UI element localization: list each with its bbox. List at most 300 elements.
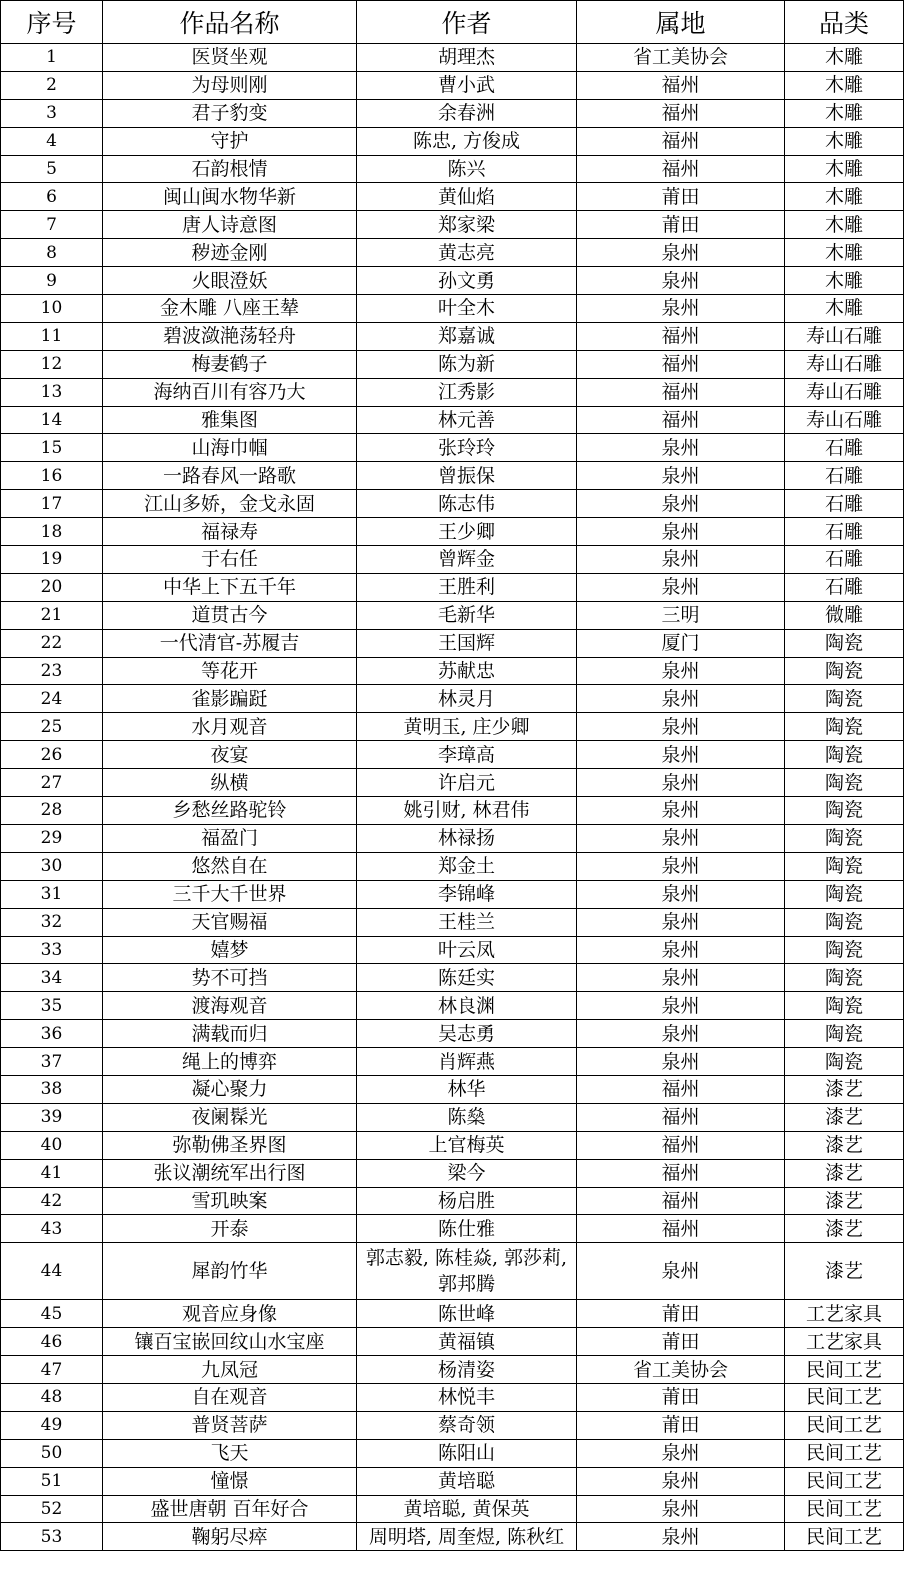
cell-serial-number: 53 bbox=[1, 1523, 103, 1551]
cell-author: 陈志伟 bbox=[357, 490, 577, 518]
cell-region: 泉州 bbox=[577, 824, 785, 852]
cell-region: 省工美协会 bbox=[577, 1356, 785, 1384]
cell-category: 陶瓷 bbox=[785, 964, 904, 992]
cell-work-title: 绳上的博弈 bbox=[103, 1048, 357, 1076]
cell-region: 泉州 bbox=[577, 546, 785, 574]
cell-author: 林元善 bbox=[357, 406, 577, 434]
table-row bbox=[1, 1020, 904, 1048]
cell-author: 林华 bbox=[357, 1075, 577, 1103]
header-work-title: 作品名称 bbox=[103, 1, 357, 44]
cell-author: 李璋高 bbox=[357, 741, 577, 769]
cell-region: 莆田 bbox=[577, 1383, 785, 1411]
table-row bbox=[1, 1356, 904, 1384]
cell-region: 泉州 bbox=[577, 295, 785, 323]
table-row bbox=[1, 546, 904, 574]
cell-category: 石雕 bbox=[785, 546, 904, 574]
table-row bbox=[1, 936, 904, 964]
cell-work-title: 镶百宝嵌回纹山水宝座 bbox=[103, 1328, 357, 1356]
cell-category: 漆艺 bbox=[785, 1075, 904, 1103]
cell-region: 莆田 bbox=[577, 183, 785, 211]
cell-author: 张玲玲 bbox=[357, 434, 577, 462]
cell-category: 陶瓷 bbox=[785, 908, 904, 936]
cell-region: 福州 bbox=[577, 1187, 785, 1215]
cell-author: 江秀影 bbox=[357, 378, 577, 406]
cell-category: 漆艺 bbox=[785, 1159, 904, 1187]
cell-work-title: 中华上下五千年 bbox=[103, 573, 357, 601]
table-row bbox=[1, 518, 904, 546]
cell-work-title: 碧波潋滟荡轻舟 bbox=[103, 322, 357, 350]
table-row bbox=[1, 880, 904, 908]
table-row bbox=[1, 490, 904, 518]
cell-category: 陶瓷 bbox=[785, 657, 904, 685]
table-row bbox=[1, 685, 904, 713]
table-row bbox=[1, 350, 904, 378]
cell-serial-number: 40 bbox=[1, 1131, 103, 1159]
cell-work-title: 山海巾帼 bbox=[103, 434, 357, 462]
cell-serial-number: 23 bbox=[1, 657, 103, 685]
cell-author: 王国辉 bbox=[357, 629, 577, 657]
cell-work-title: 凝心聚力 bbox=[103, 1075, 357, 1103]
cell-category: 民间工艺 bbox=[785, 1495, 904, 1523]
cell-category: 石雕 bbox=[785, 434, 904, 462]
cell-work-title: 夜宴 bbox=[103, 741, 357, 769]
cell-author: 林灵月 bbox=[357, 685, 577, 713]
cell-category: 寿山石雕 bbox=[785, 322, 904, 350]
header-row bbox=[1, 1, 904, 44]
cell-region: 莆田 bbox=[577, 1300, 785, 1328]
table-row bbox=[1, 1215, 904, 1243]
header-category: 品类 bbox=[785, 1, 904, 44]
cell-serial-number: 30 bbox=[1, 852, 103, 880]
cell-author: 吴志勇 bbox=[357, 1020, 577, 1048]
cell-category: 木雕 bbox=[785, 127, 904, 155]
cell-serial-number: 20 bbox=[1, 573, 103, 601]
cell-region: 泉州 bbox=[577, 936, 785, 964]
cell-author: 黄福镇 bbox=[357, 1328, 577, 1356]
cell-region: 泉州 bbox=[577, 852, 785, 880]
cell-category: 漆艺 bbox=[785, 1215, 904, 1243]
cell-region: 泉州 bbox=[577, 908, 785, 936]
cell-author: 杨启胜 bbox=[357, 1187, 577, 1215]
cell-work-title: 梅妻鹤子 bbox=[103, 350, 357, 378]
cell-serial-number: 52 bbox=[1, 1495, 103, 1523]
cell-work-title: 江山多娇，金戈永固 bbox=[103, 490, 357, 518]
cell-region: 泉州 bbox=[577, 434, 785, 462]
cell-author: 林禄扬 bbox=[357, 824, 577, 852]
cell-region: 泉州 bbox=[577, 1020, 785, 1048]
cell-serial-number: 45 bbox=[1, 1300, 103, 1328]
cell-work-title: 于右任 bbox=[103, 546, 357, 574]
cell-work-title: 飞天 bbox=[103, 1439, 357, 1467]
cell-work-title: 福禄寿 bbox=[103, 518, 357, 546]
cell-work-title: 秽迹金刚 bbox=[103, 239, 357, 267]
cell-region: 福州 bbox=[577, 322, 785, 350]
table-body bbox=[1, 44, 904, 1551]
table-row bbox=[1, 1383, 904, 1411]
cell-author: 姚引财, 林君伟 bbox=[357, 797, 577, 825]
cell-category: 陶瓷 bbox=[785, 685, 904, 713]
cell-region: 泉州 bbox=[577, 769, 785, 797]
cell-category: 漆艺 bbox=[785, 1187, 904, 1215]
cell-work-title: 嬉梦 bbox=[103, 936, 357, 964]
cell-author: 梁今 bbox=[357, 1159, 577, 1187]
cell-serial-number: 42 bbox=[1, 1187, 103, 1215]
cell-author: 王桂兰 bbox=[357, 908, 577, 936]
cell-region: 福州 bbox=[577, 378, 785, 406]
cell-serial-number: 51 bbox=[1, 1467, 103, 1495]
cell-work-title: 夜阑髹光 bbox=[103, 1103, 357, 1131]
cell-category: 民间工艺 bbox=[785, 1411, 904, 1439]
cell-serial-number: 27 bbox=[1, 769, 103, 797]
cell-category: 陶瓷 bbox=[785, 936, 904, 964]
cell-category: 陶瓷 bbox=[785, 629, 904, 657]
cell-category: 工艺家具 bbox=[785, 1300, 904, 1328]
cell-work-title: 渡海观音 bbox=[103, 992, 357, 1020]
cell-category: 民间工艺 bbox=[785, 1467, 904, 1495]
cell-region: 泉州 bbox=[577, 267, 785, 295]
cell-author: 黄仙焰 bbox=[357, 183, 577, 211]
cell-serial-number: 7 bbox=[1, 211, 103, 239]
cell-category: 木雕 bbox=[785, 71, 904, 99]
cell-author: 肖辉燕 bbox=[357, 1048, 577, 1076]
cell-work-title: 医贤坐观 bbox=[103, 44, 357, 72]
table-row bbox=[1, 378, 904, 406]
cell-category: 寿山石雕 bbox=[785, 350, 904, 378]
table-row bbox=[1, 1300, 904, 1328]
cell-category: 陶瓷 bbox=[785, 797, 904, 825]
cell-work-title: 一代清官-苏履吉 bbox=[103, 629, 357, 657]
cell-category: 陶瓷 bbox=[785, 1020, 904, 1048]
table-row bbox=[1, 1243, 904, 1300]
table-row bbox=[1, 601, 904, 629]
table-row bbox=[1, 211, 904, 239]
table-row bbox=[1, 573, 904, 601]
cell-region: 泉州 bbox=[577, 462, 785, 490]
cell-region: 福州 bbox=[577, 350, 785, 378]
cell-region: 泉州 bbox=[577, 1467, 785, 1495]
cell-category: 石雕 bbox=[785, 462, 904, 490]
cell-work-title: 普贤菩萨 bbox=[103, 1411, 357, 1439]
table-row bbox=[1, 44, 904, 72]
cell-category: 漆艺 bbox=[785, 1131, 904, 1159]
table-row bbox=[1, 295, 904, 323]
cell-region: 泉州 bbox=[577, 573, 785, 601]
cell-region: 福州 bbox=[577, 1103, 785, 1131]
cell-serial-number: 24 bbox=[1, 685, 103, 713]
cell-author: 叶全木 bbox=[357, 295, 577, 323]
cell-author: 林悦丰 bbox=[357, 1383, 577, 1411]
table-row bbox=[1, 155, 904, 183]
cell-serial-number: 4 bbox=[1, 127, 103, 155]
cell-region: 福州 bbox=[577, 71, 785, 99]
table-row bbox=[1, 713, 904, 741]
table-row bbox=[1, 964, 904, 992]
cell-region: 省工美协会 bbox=[577, 44, 785, 72]
cell-serial-number: 26 bbox=[1, 741, 103, 769]
table-row bbox=[1, 741, 904, 769]
cell-serial-number: 34 bbox=[1, 964, 103, 992]
cell-author: 杨清姿 bbox=[357, 1356, 577, 1384]
cell-serial-number: 35 bbox=[1, 992, 103, 1020]
cell-author: 孙文勇 bbox=[357, 267, 577, 295]
cell-serial-number: 16 bbox=[1, 462, 103, 490]
cell-work-title: 天官赐福 bbox=[103, 908, 357, 936]
cell-author: 蔡奇领 bbox=[357, 1411, 577, 1439]
cell-author: 曾振保 bbox=[357, 462, 577, 490]
table-row bbox=[1, 127, 904, 155]
cell-category: 木雕 bbox=[785, 211, 904, 239]
cell-serial-number: 15 bbox=[1, 434, 103, 462]
cell-serial-number: 46 bbox=[1, 1328, 103, 1356]
cell-serial-number: 48 bbox=[1, 1383, 103, 1411]
cell-category: 陶瓷 bbox=[785, 880, 904, 908]
table-row bbox=[1, 1075, 904, 1103]
cell-work-title: 雀影蹁跹 bbox=[103, 685, 357, 713]
cell-work-title: 弥勒佛圣界图 bbox=[103, 1131, 357, 1159]
cell-region: 福州 bbox=[577, 1215, 785, 1243]
cell-category: 木雕 bbox=[785, 295, 904, 323]
cell-author: 苏献忠 bbox=[357, 657, 577, 685]
cell-category: 石雕 bbox=[785, 490, 904, 518]
cell-region: 泉州 bbox=[577, 713, 785, 741]
cell-category: 陶瓷 bbox=[785, 769, 904, 797]
cell-serial-number: 49 bbox=[1, 1411, 103, 1439]
cell-serial-number: 13 bbox=[1, 378, 103, 406]
cell-region: 三明 bbox=[577, 601, 785, 629]
table-row bbox=[1, 267, 904, 295]
cell-author: 陈为新 bbox=[357, 350, 577, 378]
cell-serial-number: 6 bbox=[1, 183, 103, 211]
cell-author: 陈阳山 bbox=[357, 1439, 577, 1467]
cell-work-title: 自在观音 bbox=[103, 1383, 357, 1411]
cell-region: 福州 bbox=[577, 1159, 785, 1187]
cell-author: 周明塔, 周奎煜, 陈秋红 bbox=[357, 1523, 577, 1551]
cell-work-title: 九凤冠 bbox=[103, 1356, 357, 1384]
cell-serial-number: 10 bbox=[1, 295, 103, 323]
table-row bbox=[1, 99, 904, 127]
cell-category: 陶瓷 bbox=[785, 852, 904, 880]
cell-author: 黄培聪, 黄保英 bbox=[357, 1495, 577, 1523]
header-serial-number: 序号 bbox=[1, 1, 103, 44]
cell-serial-number: 43 bbox=[1, 1215, 103, 1243]
table-row bbox=[1, 992, 904, 1020]
cell-work-title: 憧憬 bbox=[103, 1467, 357, 1495]
cell-region: 莆田 bbox=[577, 1411, 785, 1439]
table-row bbox=[1, 1523, 904, 1551]
cell-author: 黄培聪 bbox=[357, 1467, 577, 1495]
header-author: 作者 bbox=[357, 1, 577, 44]
cell-author: 上官梅英 bbox=[357, 1131, 577, 1159]
cell-work-title: 为母则刚 bbox=[103, 71, 357, 99]
cell-region: 福州 bbox=[577, 155, 785, 183]
table-row bbox=[1, 1328, 904, 1356]
cell-category: 木雕 bbox=[785, 99, 904, 127]
cell-serial-number: 5 bbox=[1, 155, 103, 183]
cell-region: 福州 bbox=[577, 99, 785, 127]
cell-serial-number: 8 bbox=[1, 239, 103, 267]
cell-category: 民间工艺 bbox=[785, 1383, 904, 1411]
cell-serial-number: 50 bbox=[1, 1439, 103, 1467]
cell-category: 民间工艺 bbox=[785, 1439, 904, 1467]
cell-author: 余春洲 bbox=[357, 99, 577, 127]
cell-work-title: 等花开 bbox=[103, 657, 357, 685]
cell-serial-number: 31 bbox=[1, 880, 103, 908]
cell-author: 曾辉金 bbox=[357, 546, 577, 574]
table-row bbox=[1, 1159, 904, 1187]
cell-work-title: 鞠躬尽瘁 bbox=[103, 1523, 357, 1551]
cell-serial-number: 38 bbox=[1, 1075, 103, 1103]
table-row bbox=[1, 824, 904, 852]
cell-serial-number: 32 bbox=[1, 908, 103, 936]
table-row bbox=[1, 1495, 904, 1523]
cell-region: 泉州 bbox=[577, 1523, 785, 1551]
cell-serial-number: 14 bbox=[1, 406, 103, 434]
cell-work-title: 势不可挡 bbox=[103, 964, 357, 992]
cell-work-title: 火眼澄妖 bbox=[103, 267, 357, 295]
cell-serial-number: 22 bbox=[1, 629, 103, 657]
cell-serial-number: 36 bbox=[1, 1020, 103, 1048]
cell-region: 泉州 bbox=[577, 880, 785, 908]
cell-author: 林良渊 bbox=[357, 992, 577, 1020]
cell-category: 石雕 bbox=[785, 573, 904, 601]
cell-serial-number: 2 bbox=[1, 71, 103, 99]
cell-author: 黄明玉, 庄少卿 bbox=[357, 713, 577, 741]
table-row bbox=[1, 1103, 904, 1131]
cell-work-title: 张议潮统军出行图 bbox=[103, 1159, 357, 1187]
cell-work-title: 开泰 bbox=[103, 1215, 357, 1243]
cell-work-title: 道贯古今 bbox=[103, 601, 357, 629]
cell-serial-number: 11 bbox=[1, 322, 103, 350]
cell-category: 工艺家具 bbox=[785, 1328, 904, 1356]
table-row bbox=[1, 406, 904, 434]
cell-work-title: 一路春风一路歌 bbox=[103, 462, 357, 490]
cell-category: 陶瓷 bbox=[785, 992, 904, 1020]
cell-region: 泉州 bbox=[577, 1048, 785, 1076]
cell-work-title: 石韵根情 bbox=[103, 155, 357, 183]
cell-serial-number: 29 bbox=[1, 824, 103, 852]
table-row bbox=[1, 1048, 904, 1076]
cell-category: 陶瓷 bbox=[785, 824, 904, 852]
cell-work-title: 金木雕 八座王辇 bbox=[103, 295, 357, 323]
cell-serial-number: 44 bbox=[1, 1243, 103, 1300]
cell-serial-number: 39 bbox=[1, 1103, 103, 1131]
cell-work-title: 乡愁丝路驼铃 bbox=[103, 797, 357, 825]
cell-category: 陶瓷 bbox=[785, 713, 904, 741]
cell-author: 陈世峰 bbox=[357, 1300, 577, 1328]
cell-work-title: 盛世唐朝 百年好合 bbox=[103, 1495, 357, 1523]
cell-region: 莆田 bbox=[577, 1328, 785, 1356]
cell-serial-number: 1 bbox=[1, 44, 103, 72]
cell-work-title: 悠然自在 bbox=[103, 852, 357, 880]
cell-author: 郭志毅, 陈桂焱, 郭莎莉, 郭邦腾 bbox=[357, 1243, 577, 1300]
cell-region: 泉州 bbox=[577, 518, 785, 546]
table-row bbox=[1, 462, 904, 490]
cell-author: 胡理杰 bbox=[357, 44, 577, 72]
cell-author: 黄志亮 bbox=[357, 239, 577, 267]
cell-region: 泉州 bbox=[577, 685, 785, 713]
cell-work-title: 君子豹变 bbox=[103, 99, 357, 127]
table-row bbox=[1, 657, 904, 685]
cell-category: 寿山石雕 bbox=[785, 406, 904, 434]
table-row bbox=[1, 322, 904, 350]
cell-region: 泉州 bbox=[577, 992, 785, 1020]
cell-region: 泉州 bbox=[577, 490, 785, 518]
cell-serial-number: 28 bbox=[1, 797, 103, 825]
table-header bbox=[1, 1, 904, 44]
cell-category: 木雕 bbox=[785, 155, 904, 183]
cell-serial-number: 18 bbox=[1, 518, 103, 546]
cell-serial-number: 12 bbox=[1, 350, 103, 378]
cell-author: 郑家梁 bbox=[357, 211, 577, 239]
header-region: 属地 bbox=[577, 1, 785, 44]
cell-region: 福州 bbox=[577, 127, 785, 155]
cell-serial-number: 41 bbox=[1, 1159, 103, 1187]
cell-category: 木雕 bbox=[785, 44, 904, 72]
cell-work-title: 守护 bbox=[103, 127, 357, 155]
cell-author: 王胜利 bbox=[357, 573, 577, 601]
cell-region: 福州 bbox=[577, 1075, 785, 1103]
table-row bbox=[1, 183, 904, 211]
cell-category: 微雕 bbox=[785, 601, 904, 629]
cell-category: 寿山石雕 bbox=[785, 378, 904, 406]
table-row bbox=[1, 852, 904, 880]
cell-author: 曹小武 bbox=[357, 71, 577, 99]
cell-work-title: 雅集图 bbox=[103, 406, 357, 434]
cell-author: 郑嘉诚 bbox=[357, 322, 577, 350]
cell-work-title: 福盈门 bbox=[103, 824, 357, 852]
cell-category: 木雕 bbox=[785, 183, 904, 211]
cell-author: 王少卿 bbox=[357, 518, 577, 546]
table-row bbox=[1, 239, 904, 267]
cell-serial-number: 47 bbox=[1, 1356, 103, 1384]
cell-region: 泉州 bbox=[577, 797, 785, 825]
table-row bbox=[1, 1131, 904, 1159]
cell-work-title: 闽山闽水物华新 bbox=[103, 183, 357, 211]
cell-region: 泉州 bbox=[577, 1243, 785, 1300]
cell-category: 陶瓷 bbox=[785, 741, 904, 769]
cell-category: 石雕 bbox=[785, 518, 904, 546]
cell-region: 泉州 bbox=[577, 239, 785, 267]
cell-work-title: 水月观音 bbox=[103, 713, 357, 741]
cell-category: 陶瓷 bbox=[785, 1048, 904, 1076]
cell-author: 李锦峰 bbox=[357, 880, 577, 908]
cell-serial-number: 33 bbox=[1, 936, 103, 964]
cell-work-title: 纵横 bbox=[103, 769, 357, 797]
cell-serial-number: 9 bbox=[1, 267, 103, 295]
cell-region: 泉州 bbox=[577, 1495, 785, 1523]
cell-work-title: 雪玑映案 bbox=[103, 1187, 357, 1215]
cell-work-title: 满载而归 bbox=[103, 1020, 357, 1048]
table-row bbox=[1, 1439, 904, 1467]
table-row bbox=[1, 908, 904, 936]
cell-region: 厦门 bbox=[577, 629, 785, 657]
cell-serial-number: 37 bbox=[1, 1048, 103, 1076]
cell-work-title: 观音应身像 bbox=[103, 1300, 357, 1328]
cell-author: 许启元 bbox=[357, 769, 577, 797]
cell-serial-number: 21 bbox=[1, 601, 103, 629]
cell-category: 木雕 bbox=[785, 267, 904, 295]
cell-category: 民间工艺 bbox=[785, 1356, 904, 1384]
table-row bbox=[1, 797, 904, 825]
cell-category: 漆艺 bbox=[785, 1243, 904, 1300]
cell-author: 陈廷实 bbox=[357, 964, 577, 992]
cell-region: 福州 bbox=[577, 406, 785, 434]
table-row bbox=[1, 1187, 904, 1215]
cell-work-title: 海纳百川有容乃大 bbox=[103, 378, 357, 406]
cell-region: 泉州 bbox=[577, 741, 785, 769]
cell-serial-number: 17 bbox=[1, 490, 103, 518]
table-row bbox=[1, 1411, 904, 1439]
